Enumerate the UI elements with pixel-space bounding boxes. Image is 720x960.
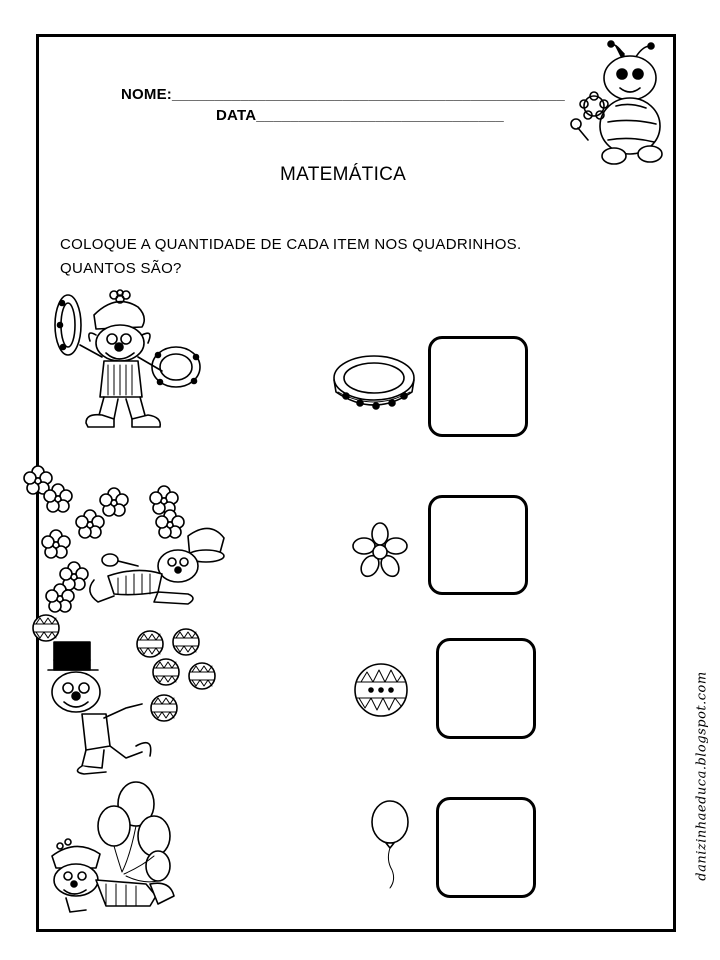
answer-box-balloon[interactable] bbox=[436, 797, 536, 898]
name-field[interactable]: NOME:______________________________________________ bbox=[121, 86, 565, 103]
instruction-line-1: COLOQUE A QUANTIDADE DE CADA ITEM NOS QUADRINHOS. bbox=[60, 236, 522, 253]
clown-with-tambourines-illustration bbox=[46, 285, 216, 440]
blog-watermark: danizinhaeduca.blogspot.com bbox=[694, 671, 710, 881]
ball-icon bbox=[353, 662, 409, 718]
answer-box-tambourine[interactable] bbox=[428, 336, 528, 437]
date-field[interactable]: DATA_____________________________ bbox=[216, 107, 504, 124]
ladybug-illustration bbox=[568, 40, 678, 170]
clown-with-balloons-illustration bbox=[46, 780, 186, 920]
balloon-icon bbox=[368, 800, 414, 890]
tambourine-icon bbox=[330, 352, 420, 420]
clown-with-balls-illustration bbox=[46, 628, 226, 773]
page-title: MATEMÁTICA bbox=[280, 164, 407, 185]
clown-with-flowers-illustration bbox=[38, 480, 233, 615]
answer-box-flower[interactable] bbox=[428, 495, 528, 595]
answer-box-ball[interactable] bbox=[436, 638, 536, 739]
flower-icon bbox=[350, 522, 410, 580]
instruction-line-2: QUANTOS SÃO? bbox=[60, 260, 182, 277]
